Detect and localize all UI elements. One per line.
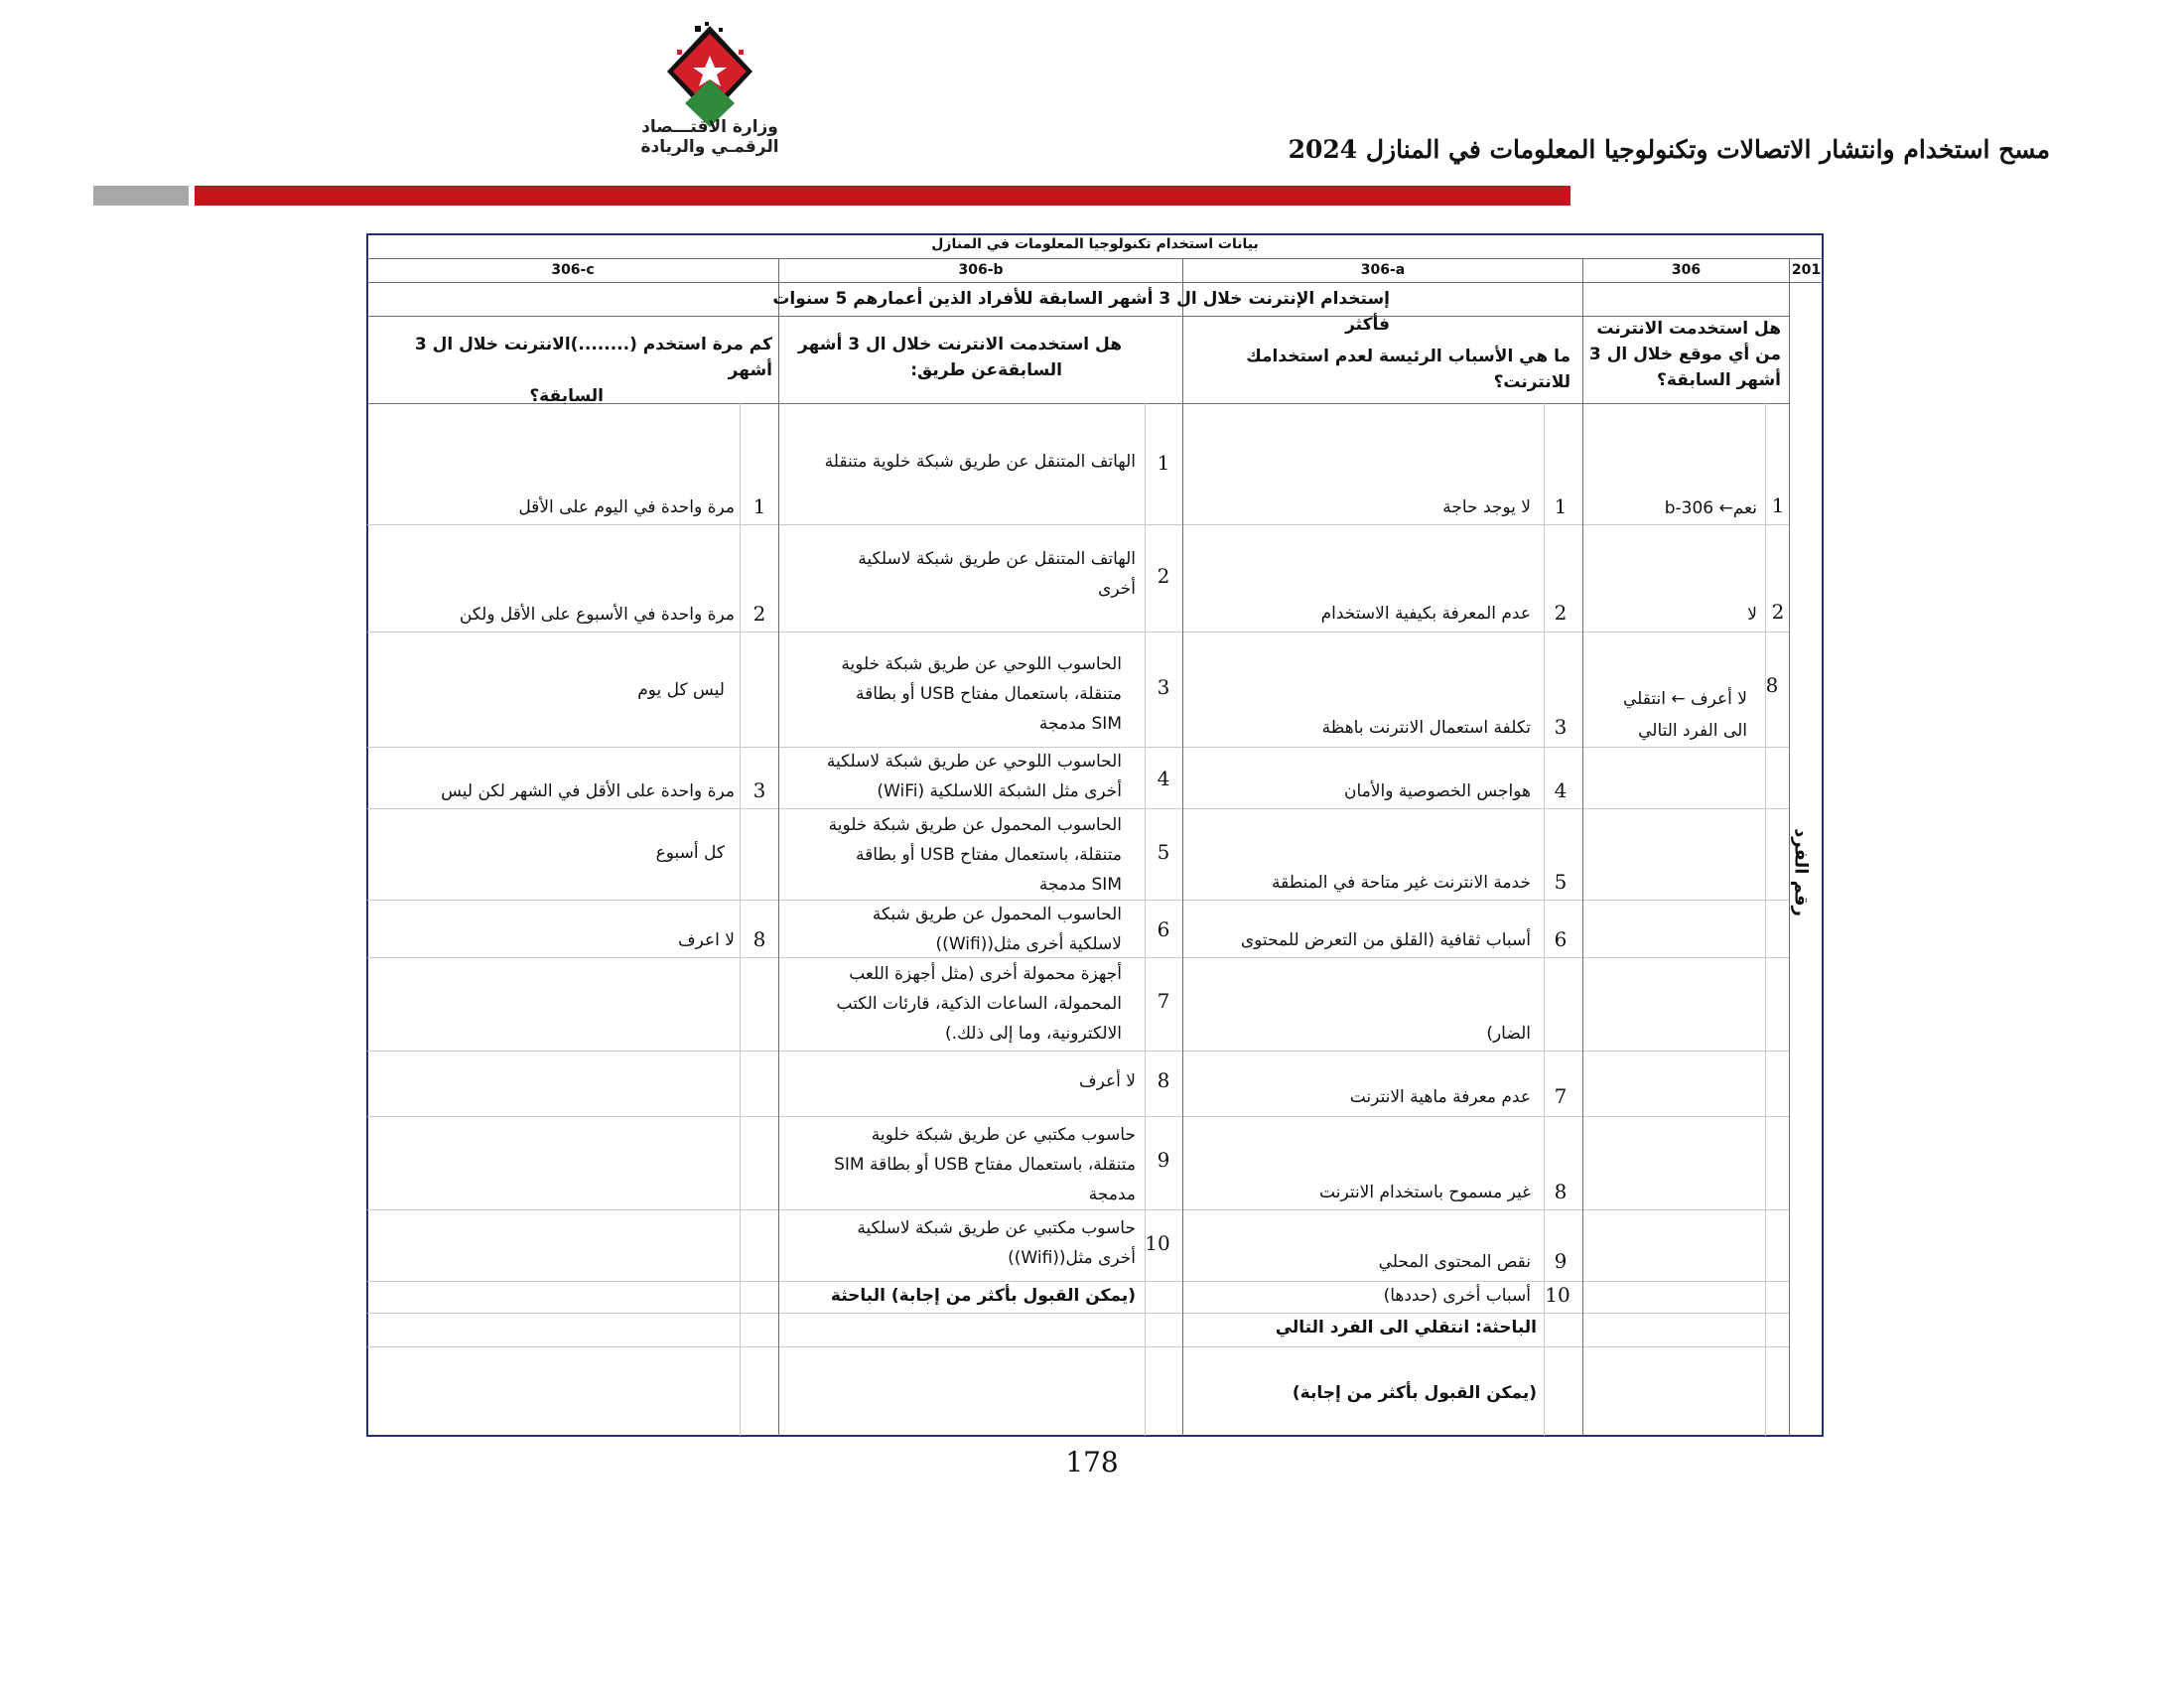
q306b-option-num: 4 [1157, 767, 1170, 790]
q306c-option[interactable]: مرة واحدة في الأسبوع على الأقل ولكن [459, 605, 735, 625]
q306c-option-num: 8 [752, 927, 766, 951]
q306b-option-num: 8 [1157, 1068, 1170, 1092]
q306a-option-num: 1 [1554, 494, 1568, 518]
q306b-question: هل استخدمت الانترنت خلال ال 3 أشهر السابقةعن طريق: [798, 335, 1122, 380]
q306a-option[interactable]: عدم معرفة ماهية الانترنت [1349, 1087, 1531, 1107]
q306a-option[interactable]: أسباب أخرى (حددها) [1383, 1286, 1531, 1306]
q306-option-num: 2 [1771, 600, 1785, 624]
q306a-option[interactable]: تكلفة استعمال الانترنت باهظة [1321, 718, 1531, 738]
divider [367, 1281, 1789, 1282]
divider [740, 403, 741, 1436]
q306c-question: كم مرة استخدم (........)الانترنت خلال ال 3 أشهر السابقة؟ [414, 335, 772, 406]
divider [367, 524, 1789, 525]
divider [367, 1346, 1789, 1347]
q306c-option-num: 3 [752, 778, 766, 802]
divider [1145, 403, 1146, 1436]
q306-option-no[interactable]: لا [1747, 605, 1757, 625]
q306a-question: ما هي الأسباب الرئيسة لعدم استخدامك للانترنت؟ [1246, 347, 1570, 392]
section-title: بيانات استخدام تكنولوجيا المعلومات في المنازل [931, 236, 1259, 252]
q306a-option-num: 2 [1554, 601, 1568, 625]
q306b-option[interactable]: أجهزة محمولة أخرى (مثل أجهزة اللعب المحمولة، الساعات الذكية، قارئات الكتب الالكترونية، وما إلى ذلك.) [836, 964, 1122, 1044]
page-number: 178 [1065, 1446, 1119, 1478]
header-bar-red [195, 186, 1570, 206]
divider [367, 282, 1823, 283]
q306-option-yes[interactable]: نعم← 306-b [1664, 498, 1757, 518]
divider [1765, 403, 1766, 1436]
q306a-option-continued: الضار) [1486, 1024, 1531, 1044]
q306-option-num: 8 [1765, 673, 1779, 697]
q306c-option-num: 2 [752, 602, 766, 626]
q306a-option-num: 7 [1554, 1084, 1568, 1108]
document-title: مسح استخدام وانتشار الاتصالات وتكنولوجيا المعلومات في المنازل 2024 [1288, 135, 2050, 164]
divider [367, 808, 1789, 809]
q306c-option-continued: كل أسبوع [655, 843, 725, 863]
q306a-option[interactable]: لا يوجد حاجة [1442, 497, 1531, 517]
q306b-option[interactable]: حاسوب مكتبي عن طريق شبكة لاسلكية أخرى مثل((Wifi)) [857, 1218, 1136, 1268]
divider [1182, 258, 1183, 1436]
q306b-option-num: 9 [1157, 1148, 1170, 1172]
q306a-option[interactable]: أسباب ثقافية (القلق من التعرض للمحتوى [1240, 930, 1531, 950]
q306a-option[interactable]: غير مسموح باستخدام الانترنت [1319, 1183, 1531, 1202]
q306c-option-continued: ليس كل يوم [637, 680, 725, 700]
q306b-option[interactable]: الحاسوب اللوحي عن طريق شبكة لاسلكية أخرى مثل الشبكة اللاسلكية (WiFi) [826, 752, 1122, 801]
divider [367, 632, 1789, 633]
q306a-option[interactable]: نقص المحتوى المحلي [1378, 1252, 1531, 1272]
q306-question: هل استخدمت الانترنت من أي موقع خلال ال 3 أشهر السابقة؟ [1588, 319, 1781, 390]
code-306a: 306-a [1360, 262, 1406, 278]
divider [367, 258, 1823, 259]
divider [1544, 403, 1545, 1436]
code-306c: 306-c [551, 262, 595, 278]
q306b-option[interactable]: الهاتف المتنقل عن طريق شبكة خلوية متنقلة [824, 452, 1136, 472]
code-306: 306 [1671, 262, 1702, 278]
q306a-option[interactable]: هواجس الخصوصية والأمان [1344, 781, 1531, 801]
q306b-option[interactable]: لا أعرف [1079, 1071, 1136, 1091]
q306b-option-num: 1 [1157, 451, 1170, 475]
q306b-option-num: 3 [1157, 675, 1170, 699]
q306b-option[interactable]: الحاسوب اللوحي عن طريق شبكة خلوية متنقلة، باستعمال مفتاح USB أو بطاقة SIM مدمجة [841, 654, 1122, 734]
header-bar-grey [93, 186, 189, 206]
q306a-option-num: 6 [1554, 927, 1568, 951]
q306a-option-num: 3 [1554, 715, 1568, 739]
divider [367, 1313, 1789, 1314]
q306c-option[interactable]: مرة واحدة على الأقل في الشهر لكن ليس [441, 781, 735, 801]
person-id-label: رقم الفرد [1790, 828, 1812, 916]
code-306b: 306-b [958, 262, 1004, 278]
q306a-option[interactable]: عدم المعرفة بكيفية الاستخدام [1320, 604, 1531, 624]
q306a-note-skip: الباحثة: انتقلي الى الفرد التالي [1275, 1318, 1537, 1337]
q306a-note-multiple: (يمكن القبول بأكثر من إجابة) [1292, 1383, 1537, 1403]
q306c-option[interactable]: لا اعرف [678, 930, 735, 950]
divider [778, 258, 779, 1436]
divider [1582, 258, 1583, 1436]
q306b-option[interactable]: الحاسوب المحمول عن طريق شبكة خلوية متنقلة، باستعمال مفتاح USB أو بطاقة SIM مدمجة [828, 815, 1122, 895]
q306b-option-num: 2 [1157, 564, 1170, 588]
q306c-option-num: 1 [752, 494, 766, 518]
q306b-option[interactable]: الهاتف المتنقل عن طريق شبكة لاسلكية أخرى [858, 549, 1136, 599]
q306b-option-num: 5 [1157, 840, 1170, 864]
q306a-option-num: 9 [1554, 1249, 1568, 1273]
q306-option-num: 1 [1771, 493, 1785, 517]
code-201: 201 [1791, 262, 1822, 278]
q306b-option[interactable]: الحاسوب المحمول عن طريق شبكة لاسلكية أخرى مثل((Wifi)) [872, 905, 1122, 954]
q306-option-dont-know[interactable]: لا أعرف ← انتقلي الى الفرد التالي [1622, 689, 1747, 741]
divider [367, 1116, 1789, 1117]
divider [367, 1051, 1789, 1052]
q306c-option[interactable]: مرة واحدة في اليوم على الأقل [518, 497, 735, 517]
subheading: إستخدام الإنترنت خلال ال 3 أشهر السابقة للأفراد الذين أعمارهم 5 سنوات فأكثر [772, 289, 1390, 335]
q306b-option[interactable]: حاسوب مكتبي عن طريق شبكة خلوية متنقلة، باستعمال مفتاح USB أو بطاقة SIM مدمجة [834, 1125, 1136, 1204]
q306a-option-num: 4 [1554, 778, 1568, 802]
q306a-option[interactable]: خدمة الانترنت غير متاحة في المنطقة [1271, 873, 1531, 893]
q306b-option-num: 10 [1145, 1231, 1170, 1255]
divider [367, 1209, 1789, 1210]
q306b-option-num: 6 [1157, 917, 1170, 941]
logo-text: وزارة الاقتـــصاد الرقمـي والريادة [640, 117, 779, 157]
q306b-note: (يمكن القبول بأكثر من إجابة) الباحثة [830, 1286, 1136, 1306]
q306a-option-num: 10 [1545, 1283, 1570, 1307]
q306a-option-num: 5 [1554, 870, 1568, 894]
q306a-option-num: 8 [1554, 1180, 1568, 1203]
q306b-option-num: 7 [1157, 989, 1170, 1013]
